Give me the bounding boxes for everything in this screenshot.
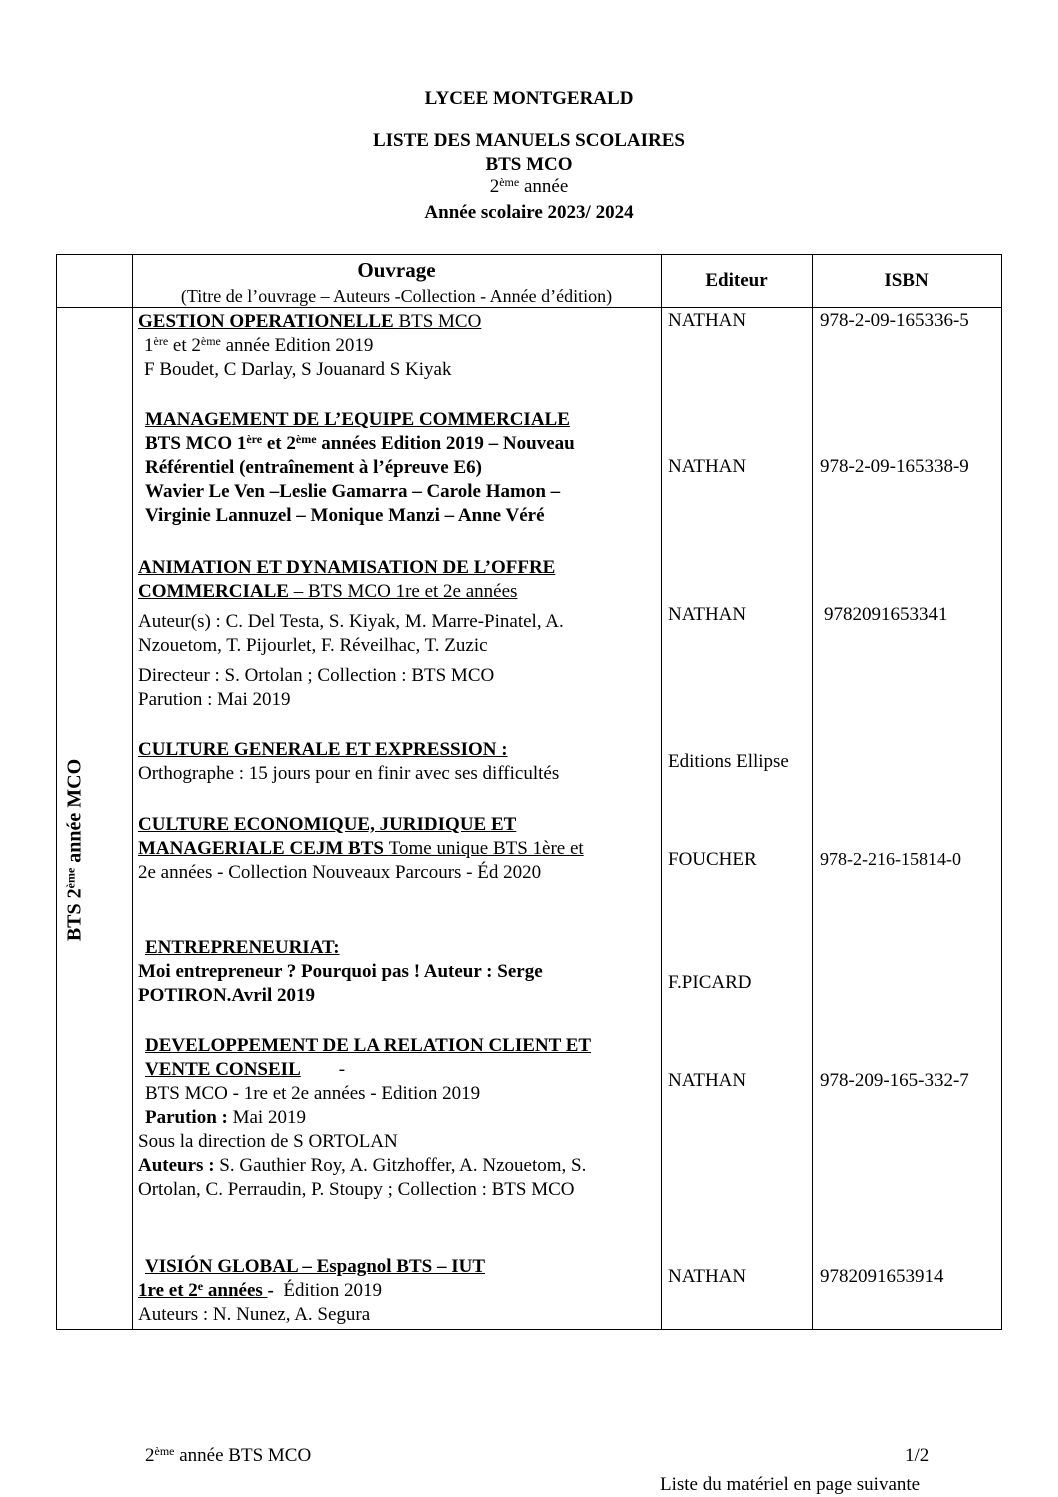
book-title: GESTION OPERATIONELLE (138, 311, 399, 332)
book-authors: Auteurs : S. Gauthier Roy, A. Gitzhoffer, A. Nzouetom, S. (138, 1155, 587, 1176)
book-editor: F.PICARD (668, 972, 752, 993)
book-authors: Auteurs : N. Nunez, A. Segura (138, 1304, 371, 1325)
book-edition: BTS MCO 1ère et 2ème années Edition 2019 – Nouveau (145, 432, 575, 454)
col-header-ouvrage: Ouvrage (357, 258, 436, 282)
program-title: BTS MCO (485, 154, 573, 175)
book-editor: FOUCHER (668, 849, 757, 870)
book-isbn: 9782091653914 (820, 1266, 944, 1287)
col-header-editeur: Editeur (705, 270, 768, 291)
book-entry: CULTURE ECONOMIQUE, JURIDIQUE ET MANAGERIALE CEJM BTS Tome unique BTS 1ère et 2e années - Collection Nouveaux Parcours - Éd 2020 (138, 813, 658, 885)
book-title: VISIÓN GLOBAL – Espagnol BTS – IUT (145, 1256, 486, 1277)
footer-note: Liste du matériel en page suivante (660, 1474, 921, 1495)
book-description: 2e années - Collection Nouveaux Parcours - Éd 2020 (138, 862, 542, 883)
book-editor: NATHAN (668, 310, 747, 331)
book-edition: BTS MCO - 1re et 2e années - Edition 2019 (145, 1083, 481, 1104)
book-entry: GESTION OPERATIONELLE BTS MCO 1ère et 2ème année Edition 2019 F Boudet, C Darlay, S Jouanard S Kiyak (138, 310, 658, 382)
book-title: ANIMATION ET DYNAMISATION DE L’OFFRE (138, 557, 556, 578)
book-title: CULTURE ECONOMIQUE, JURIDIQUE ET (138, 814, 517, 835)
book-entry (138, 1255, 658, 1327)
book-authors: Nzouetom, T. Pijourlet, F. Réveilhac, T. Zuzic (138, 635, 488, 656)
book-description: Orthographe : 15 jours pour en finir avec ses difficultés (138, 763, 560, 784)
book-authors: Virginie Lannuzel – Monique Manzi – Anne Véré (145, 505, 545, 526)
book-authors: Ortolan, C. Perraudin, P. Stoupy ; Collection : BTS MCO (138, 1179, 575, 1200)
book-editor: NATHAN (668, 456, 747, 477)
book-title: MANAGEMENT DE L’EQUIPE COMMERCIALE (145, 409, 570, 430)
book-editor: NATHAN (668, 1070, 747, 1091)
book-authors: Auteur(s) : C. Del Testa, S. Kiyak, M. Marre-Pinatel, A. (138, 611, 564, 632)
col-header-ouvrage-sub: (Titre de l’ouvrage – Auteurs -Collection - Année d’édition) (180, 286, 613, 306)
school-name: LYCEE MONTGERALD (424, 88, 634, 109)
book-title: CULTURE GENERALE ET EXPRESSION : (138, 739, 508, 760)
row-label-vertical: BTS 2ème année MCO (63, 758, 86, 942)
book-isbn: 978-2-09-165338-9 (820, 456, 969, 477)
book-editor: NATHAN (668, 1266, 747, 1287)
book-date: Parution : Mai 2019 (145, 1107, 306, 1128)
book-entry: ANIMATION ET DYNAMISATION DE L’OFFRE COMMERCIALE – BTS MCO 1re et 2e années Auteur(s) : C. Del Testa, S. Kiyak, M. Marre-Pinatel, A. Nzouetom, T. Pijourlet, F. Réveilhac, T. Zuzic Directeur : S. Ortolan ; Collection : BTS MCO Parution : Mai 2019 (138, 556, 658, 712)
book-edition: 1ère et 2ème année Edition 2019 (144, 334, 374, 356)
book-authors: F Boudet, C Darlay, S Jouanard S Kiyak (144, 359, 452, 380)
book-isbn: 978-2-216-15814-0 (820, 849, 961, 869)
book-entry (138, 738, 658, 786)
school-year: Année scolaire 2023/ 2024 (424, 202, 634, 223)
book-director: Sous la direction de S ORTOLAN (138, 1131, 398, 1152)
book-entry (145, 408, 665, 528)
footer-program: 2ème année BTS MCO (145, 1444, 312, 1466)
page-number: 1/2 (905, 1445, 930, 1466)
book-description: Moi entrepreneur ? Pourquoi pas ! Auteur : Serge (138, 961, 543, 982)
book-entry: DEVELOPPEMENT DE LA RELATION CLIENT ET VENTE CONSEIL - BTS MCO - 1re et 2e années - Edition 2019 Parution : Mai 2019 Sous la direction de S ORTOLAN Auteurs : S. Gauthier Roy, A. Gitzhoffer, A. Nzouetom, S. Ortolan, C. Perraudin, P. Stoupy ; Collection : BTS MCO (138, 1034, 658, 1202)
book-title: DEVELOPPEMENT DE LA RELATION CLIENT ET (145, 1035, 592, 1056)
book-isbn: 978-209-165-332-7 (820, 1070, 969, 1091)
book-authors: Wavier Le Ven –Leslie Gamarra – Carole Hamon – (145, 481, 561, 502)
book-editor: Editions Ellipse (668, 751, 789, 772)
book-entry (138, 936, 658, 1008)
book-date: Parution : Mai 2019 (138, 689, 291, 710)
book-edition: 1re et 2e années - Édition 2019 (138, 1279, 383, 1301)
book-isbn: 9782091653341 (824, 604, 948, 625)
book-collection: Directeur : S. Ortolan ; Collection : BTS MCO (138, 665, 495, 686)
year-level: 2ème année (489, 175, 569, 197)
book-editor: NATHAN (668, 604, 747, 625)
col-header-isbn: ISBN (884, 270, 929, 291)
book-title: ENTREPRENEURIAT: (145, 937, 340, 958)
book-authors: POTIRON.Avril 2019 (138, 985, 315, 1006)
book-isbn: 978-2-09-165336-5 (820, 310, 969, 331)
book-description: Référentiel (entraînement à l’épreuve E6) (145, 457, 482, 478)
list-title: LISTE DES MANUELS SCOLAIRES (372, 130, 685, 151)
